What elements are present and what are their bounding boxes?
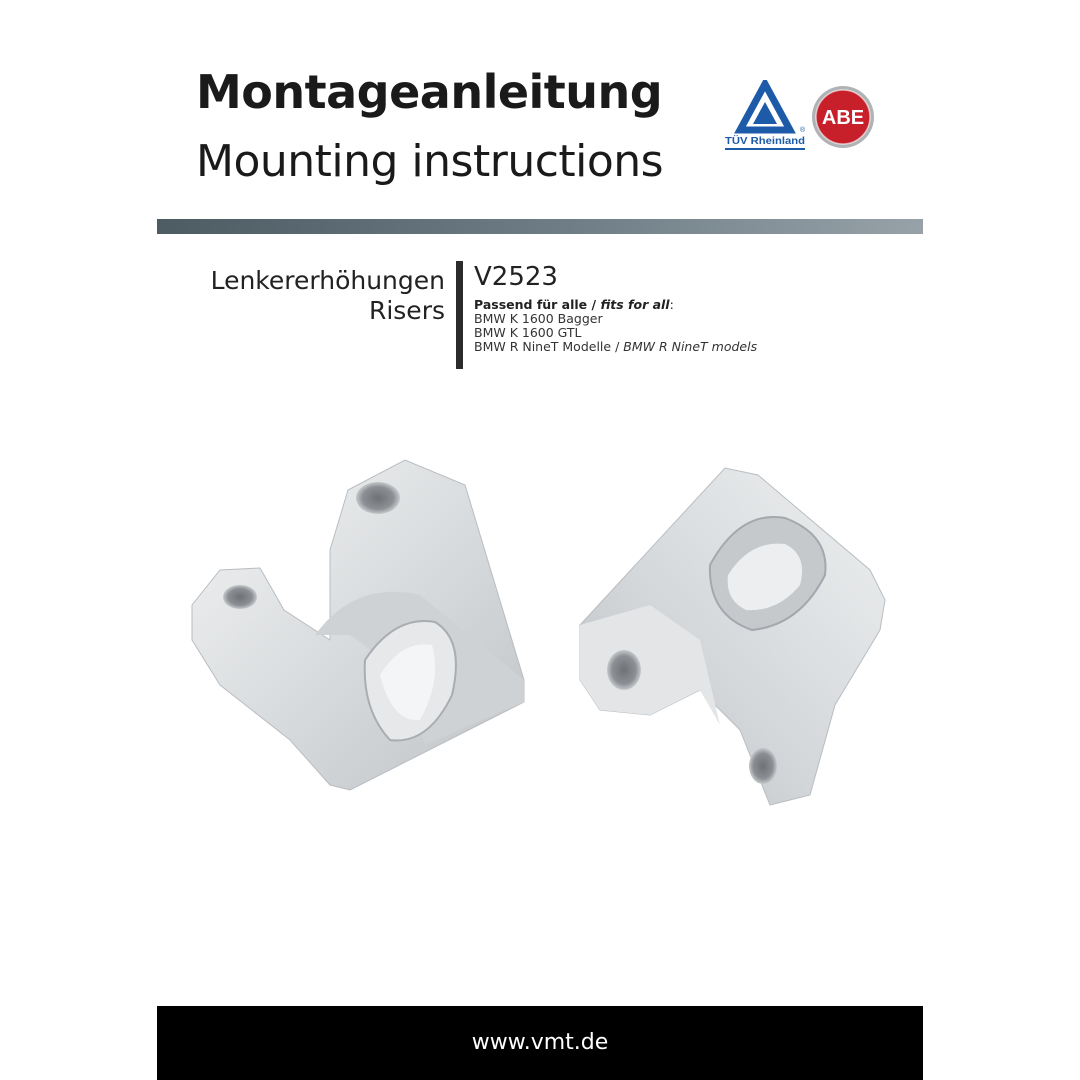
product-name-german: Lenkererhöhungen [210,266,445,295]
riser-left [192,460,524,790]
riser-right [580,468,885,805]
footer-bar [157,1006,923,1080]
page-title-german: Montageanleitung [196,65,663,119]
product-name-block [211,266,445,326]
product-info-block [474,262,757,354]
model-item: BMW K 1600 GTL [474,325,582,340]
tuv-rheinland-label: TÜV Rheinland [725,135,800,147]
header-divider-bar [157,219,923,234]
article-number: V2523 [474,262,558,292]
fits-colon: : [669,297,674,312]
abe-badge-label: ABE [821,107,865,129]
fits-heading [474,298,757,312]
handlebar-riser-photo [180,440,900,830]
vertical-divider [456,261,463,369]
footer-website-link[interactable]: www.vmt.de [471,1030,609,1055]
product-name-english: Risers [368,296,445,325]
fits-lead-german: Passend für alle / [474,297,601,312]
model-item: BMW R NineT Modelle / BMW R NineT models [474,339,758,354]
model-item: BMW K 1600 Bagger [474,311,603,326]
page-title-english: Mounting instructions [196,136,664,187]
model-list [474,312,757,354]
fits-lead-english: fits for all [600,297,670,312]
tuv-registered-mark: ® [800,127,806,134]
tuv-rheinland-logo [722,80,808,152]
abe-badge-icon [810,84,876,150]
